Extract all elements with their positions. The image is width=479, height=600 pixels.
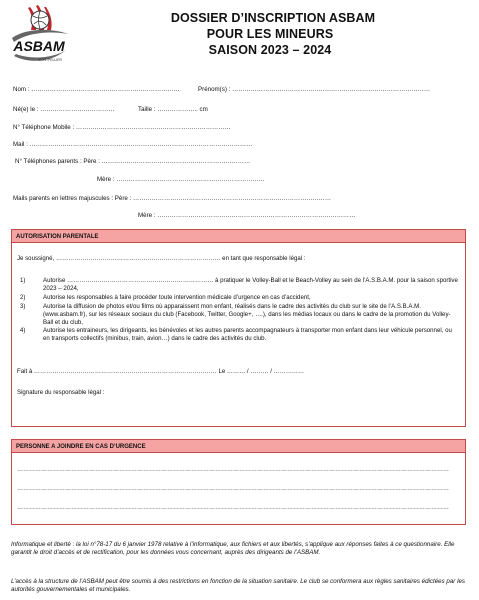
urgence-line-3[interactable]: ……………………………………………………………………………………………………………………………………………………………………………………………… [17,505,449,511]
list-item-number: 1) [20,277,26,284]
list-item-number: 4) [20,327,26,335]
urgence-line-1[interactable]: ……………………………………………………………………………………………………………………………………………………………………………………………… [17,467,449,473]
telephone-mere-field[interactable]: Mère : ……………………………………………………………… [97,176,265,183]
logo-subtext: MONTPELLIER [38,58,62,62]
nom-field[interactable]: Nom : ……………………………………………………………… [13,86,180,93]
list-item [20,294,460,302]
list-item-number: 3) [20,302,26,310]
list-item [20,277,460,293]
informatique-liberte-notice: Informatique et liberté : la loi n°78-17 du 6 janvier 1978 relative à l’informatique, aux fichiers et aux libertés, s’applique aux réponses faites à ce questionnaire. Elle garantit le droit d’accès et de rectification, pour les données vous concernant, auprès des dirigeants de l’ASBAM. [11,541,455,557]
list-item-text: Autorise les responsables à faire procéder toute intervention médicale d’urgence en cas d’accident, [43,293,311,301]
date-naissance-field[interactable]: Né(e) le : ……………………………… [13,106,115,113]
asbam-logo [6,4,72,68]
list-item-text: Autorise les entraineurs, les dirigeants, les bénévoles et les autres parents accompagnateurs à transporter mon enfant dans leur véhicule personnel, ou en transports collectifs (minibus, train, avion…) dans le cadre des activités du club. [43,327,452,343]
mail-field[interactable]: Mail : ……………………………………………………………………………………………… [13,141,253,148]
list-item [20,303,460,327]
title-line-1: DOSSIER D’INSCRIPTION ASBAM [170,11,376,25]
urgence-line-2[interactable]: ……………………………………………………………………………………………………………………………………………………………………………………………… [17,486,449,492]
signature-label: Signature du responsable légal : [17,389,105,396]
list-item-text: Autorise ……………………………………………………………… à pratiquer le Volley-Ball et le Beach-Volley au sein de l’A.S.B.A.M. pour la saison sportive 2023 – 2024, [43,277,458,292]
telephone-mobile-field[interactable]: N° Téléphone Mobile : ………………………………………………………………… [13,124,231,131]
taille-field[interactable]: Taille : ……………….. cm [138,106,208,113]
list-item-number: 2) [20,293,26,301]
list-item-text: Autorise la diffusion de photos et/ou films où apparaissent mon enfant, réalisés dans le cadre des activités du club sur le site de l’A.S.B.A.M. (www.asbam.fr), sur les réseaux sociaux du club (Facebook, Twitter, Google+, ….), dans les médias locaux ou dans le cadre de la promotion du Volley-Ball et du club, [43,302,451,326]
prenom-field[interactable]: Prénom(s) : …………………………………………………………………………………… [198,86,431,93]
title-line-3: SAISON 2023 – 2024 [208,43,332,57]
title-line-2: POUR LES MINEURS [206,27,334,41]
list-item [20,327,460,343]
autorisation-heading: AUTORISATION PARENTALE [12,230,465,243]
mail-pere-field[interactable]: Mails parents en lettres majuscules : Père : …………………………………………………………………………………… [13,195,332,202]
urgence-section [11,439,466,525]
logo-text: ASBAM [13,38,65,54]
telephone-pere-field[interactable]: N° Téléphones parents : Père : ……………………………………………………………… [15,158,251,165]
volleyball-logo-icon [6,4,72,68]
autorisation-list [20,277,460,344]
document-title [80,10,460,58]
fait-a-field[interactable]: Fait à ……………………………………………………………………………… Le ……… / ……… / …………… [17,368,305,375]
autorisation-intro[interactable]: Je soussigné, ……………………………………………………………………… en tant que responsable légal : [17,255,306,262]
autorisation-parentale-section [11,229,466,427]
mail-mere-field[interactable]: Mère : …………………………………………………………………………………… [138,212,356,219]
urgence-heading: PERSONNE A JOINDRE EN CAS D’URGENCE [12,440,465,453]
acces-structure-notice: L’accès à la structure de l’ASBAM peut être soumis à des restrictions en fonction de la situation sanitaire. Le club se conformera aux règles sanitaires édictées par les autorités gouvernementales et municipales. [11,578,465,594]
